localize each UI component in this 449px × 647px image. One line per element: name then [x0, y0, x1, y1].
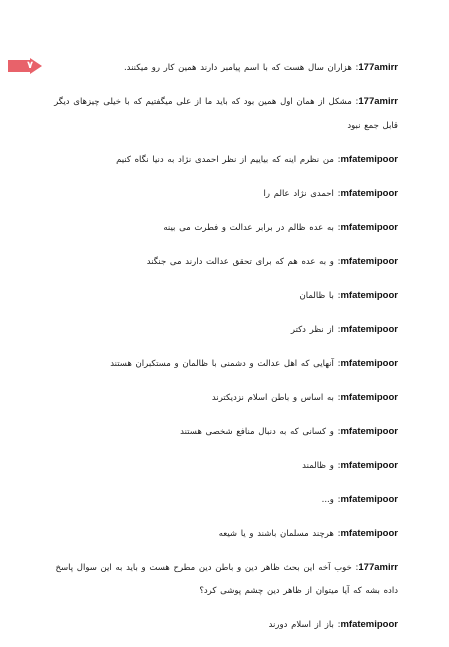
message-text: و به عده هم که برای تحقق عدالت دارند می جنگند	[146, 256, 334, 267]
message-text: من نظرم اینه که بیاییم از نظر احمدی نژاد به دنیا نگاه کنیم	[116, 154, 334, 165]
chat-message	[50, 352, 398, 377]
message-separator: :	[333, 290, 341, 301]
message-separator: :	[333, 154, 341, 165]
message-text: و ظالمند	[302, 460, 334, 471]
message-username: mfatemipoor	[340, 187, 398, 199]
message-separator: :	[333, 188, 341, 199]
message-username: mfatemipoor	[340, 289, 398, 301]
message-username: mfatemipoor	[340, 425, 398, 437]
message-text: به عده ظالم در برابر عدالت و فطرت می بینه	[163, 222, 334, 233]
chat-message	[50, 420, 398, 445]
message-separator: :	[333, 620, 341, 630]
message-separator: :	[351, 562, 359, 573]
message-text: هرچند مسلمان باشند و یا شیعه	[218, 528, 334, 539]
message-text: احمدی نژاد عالم را	[263, 188, 334, 199]
chat-message	[50, 488, 398, 513]
message-separator: :	[351, 97, 359, 107]
message-separator: :	[333, 324, 341, 335]
message-separator: :	[351, 63, 359, 73]
message-separator: :	[333, 358, 341, 369]
message-username: 177amirr	[358, 561, 398, 573]
message-username: mfatemipoor	[340, 619, 398, 630]
message-text: و...	[321, 494, 334, 505]
message-username: mfatemipoor	[340, 221, 398, 233]
message-separator: :	[333, 528, 341, 539]
message-separator: :	[333, 222, 341, 233]
message-username: mfatemipoor	[340, 153, 398, 165]
chat-message	[50, 148, 398, 173]
message-username: mfatemipoor	[340, 459, 398, 471]
message-username: mfatemipoor	[340, 323, 398, 335]
chat-message	[50, 613, 398, 638]
chat-message	[50, 250, 398, 275]
message-text: از نظر دکتر	[290, 324, 334, 335]
message-username: 177amirr	[358, 62, 398, 73]
message-separator: :	[333, 460, 341, 471]
chat-message	[50, 318, 398, 343]
message-text: مشکل از همان اول همین بود که باید ما از علی میگفتیم که با خیلی چیزهای دیگر قابل جمع نبود	[54, 97, 398, 131]
message-separator: :	[333, 256, 341, 267]
message-separator: :	[333, 494, 341, 505]
chat-transcript	[50, 56, 398, 647]
message-text: باز از اسلام دورند	[268, 620, 334, 630]
chat-message	[50, 216, 398, 241]
chat-message	[50, 284, 398, 309]
message-username: mfatemipoor	[340, 255, 398, 267]
message-separator: :	[333, 426, 341, 437]
message-username: mfatemipoor	[340, 493, 398, 505]
chat-message	[50, 182, 398, 207]
chat-message	[50, 454, 398, 479]
message-text: آنهایی که اهل عدالت و دشمنی با ظالمان و مستکبران هستند	[110, 358, 334, 369]
arrow-icon	[8, 58, 42, 74]
message-separator: :	[333, 392, 341, 403]
page-number: ۷	[27, 60, 34, 71]
message-username: mfatemipoor	[340, 391, 398, 403]
message-text: هزاران سال هست که با اسم پیامبر دارند همین کار رو میکنند.	[123, 63, 352, 73]
message-text: خوب آخه این بحث ظاهر دین و باطن دین مطرح هست و باید به این سوال پاسخ داده بشه که آیا میتوان از ظاهر دین چشم پوشی کرد؟	[55, 562, 398, 596]
chat-message	[50, 522, 398, 547]
chat-message	[50, 556, 398, 604]
message-username: mfatemipoor	[340, 357, 398, 369]
message-text: و کسانی که به دنبال منافع شخصی هستند	[180, 426, 334, 437]
message-text: به اساس و باطن اسلام نزدیکترند	[211, 392, 334, 403]
message-username: 177amirr	[358, 96, 398, 107]
chat-message	[50, 90, 398, 138]
chat-message	[50, 56, 398, 81]
message-text: با ظالمان	[299, 290, 334, 301]
message-username: mfatemipoor	[340, 527, 398, 539]
chat-message	[50, 386, 398, 411]
page-number-marker	[8, 58, 42, 74]
